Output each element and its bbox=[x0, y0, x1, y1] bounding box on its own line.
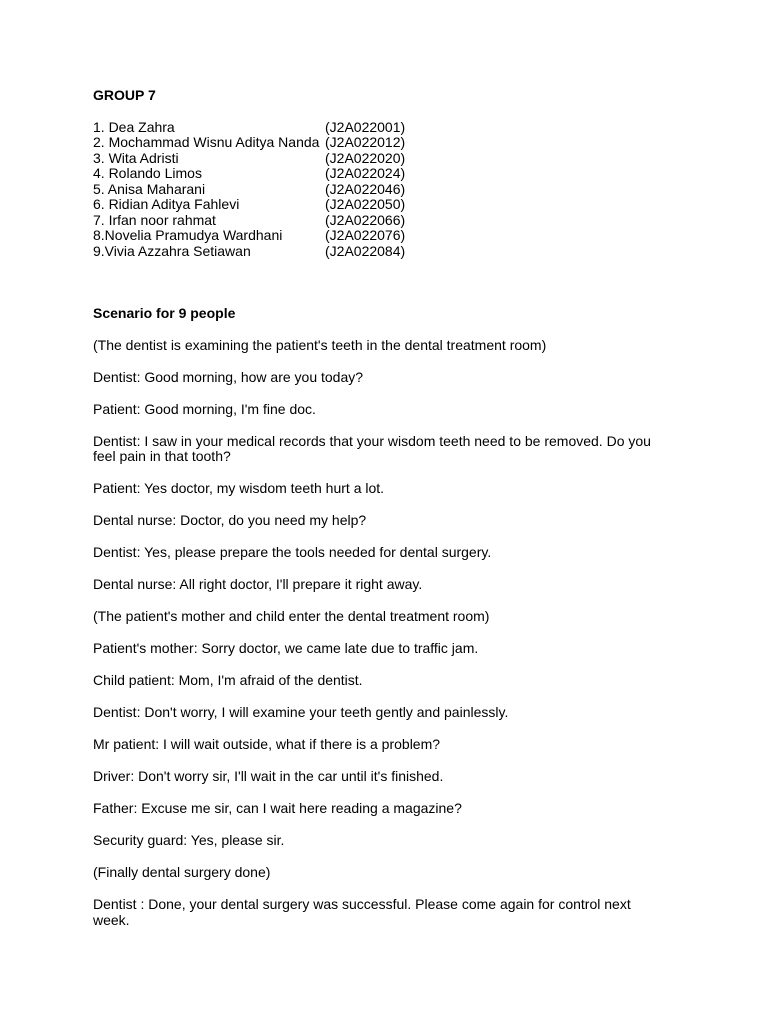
member-nim: (J2A022012) bbox=[325, 134, 406, 150]
member-row bbox=[93, 244, 673, 260]
dialogue-line: (Finally dental surgery done) bbox=[93, 864, 271, 880]
dialogue-line: Dentist: Yes, please prepare the tools needed for dental surgery. bbox=[93, 544, 492, 560]
dialogue-line: Dentist: Don't worry, I will examine your teeth gently and painlessly. bbox=[93, 704, 509, 720]
member-nim: (J2A022024) bbox=[325, 165, 406, 181]
member-name: 1. Dea Zahra bbox=[93, 118, 175, 135]
member-row bbox=[93, 213, 673, 229]
member-name: 6. Ridian Aditya Fahlevi bbox=[93, 196, 240, 212]
dialogue-list bbox=[93, 338, 673, 929]
member-row bbox=[93, 228, 673, 244]
member-name: 9.Vivia Azzahra Setiawan bbox=[93, 242, 251, 259]
member-name: 2. Mochammad Wisnu Aditya Nanda bbox=[93, 134, 320, 150]
member-row bbox=[93, 120, 673, 136]
member-nim: (J2A022066) bbox=[325, 211, 406, 228]
member-row bbox=[93, 182, 673, 198]
dialogue-line: Patient: Yes doctor, my wisdom teeth hurt a lot. bbox=[93, 480, 385, 496]
dialogue-line: (The patient's mother and child enter the dental treatment room) bbox=[93, 608, 490, 624]
dialogue-line: Dentist: Good morning, how are you today? bbox=[93, 368, 364, 385]
dialogue-line: Father: Excuse me sir, can I wait here reading a magazine? bbox=[93, 800, 462, 816]
member-nim: (J2A022050) bbox=[325, 196, 406, 212]
member-row bbox=[93, 197, 673, 213]
document-page bbox=[93, 88, 673, 945]
member-list bbox=[93, 120, 673, 260]
dialogue-line: Dental nurse: Doctor, do you need my help? bbox=[93, 512, 367, 528]
member-name: 7. Irfan noor rahmat bbox=[93, 211, 216, 228]
group-title: GROUP 7 bbox=[93, 87, 156, 103]
member-nim: (J2A022084) bbox=[325, 242, 406, 259]
dialogue-line: Driver: Don't worry sir, I'll wait in the car until it's finished. bbox=[93, 768, 444, 784]
dialogue-line: Patient: Good morning, I'm fine doc. bbox=[93, 400, 316, 417]
dialogue-line: Dentist: I saw in your medical records that your wisdom teeth need to be removed. Do you feel pain in that tooth? bbox=[93, 432, 651, 464]
member-name: 5. Anisa Maharani bbox=[93, 180, 206, 197]
member-row bbox=[93, 151, 673, 167]
dialogue-line: Patient's mother: Sorry doctor, we came late due to traffic jam. bbox=[93, 640, 479, 656]
dialogue-line: Dental nurse: All right doctor, I'll prepare it right away. bbox=[93, 576, 423, 592]
dialogue-line: (The dentist is examining the patient's teeth in the dental treatment room) bbox=[93, 336, 547, 353]
member-nim: (J2A022001) bbox=[325, 118, 406, 135]
member-name: 4. Rolando Limos bbox=[93, 165, 202, 181]
member-name: 3. Wita Adristi bbox=[93, 149, 179, 166]
dialogue-line: Security guard: Yes, please sir. bbox=[93, 832, 285, 848]
dialogue-line: Mr patient: I will wait outside, what if there is a problem? bbox=[93, 736, 441, 752]
member-nim: (J2A022046) bbox=[325, 180, 406, 197]
dialogue-line: Child patient: Mom, I'm afraid of the dentist. bbox=[93, 672, 363, 688]
member-name: 8.Novelia Pramudya Wardhani bbox=[93, 227, 283, 243]
member-row bbox=[93, 135, 673, 151]
member-nim: (J2A022020) bbox=[325, 149, 406, 166]
member-nim: (J2A022076) bbox=[325, 227, 406, 243]
dialogue-line: Dentist : Done, your dental surgery was successful. Please come again for control next week. bbox=[93, 896, 631, 928]
scenario-title: Scenario for 9 people bbox=[93, 305, 236, 321]
member-row bbox=[93, 166, 673, 182]
